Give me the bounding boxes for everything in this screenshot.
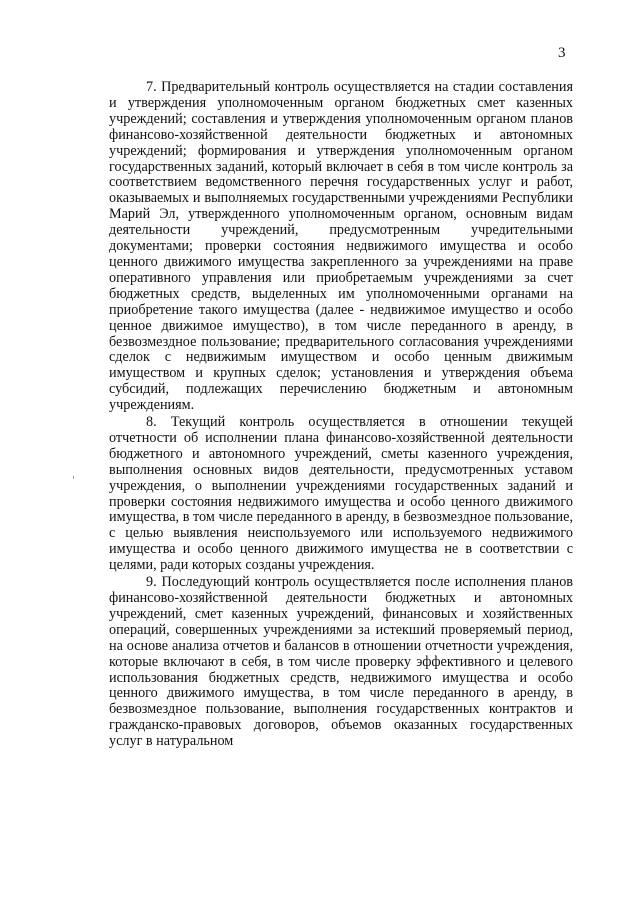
paragraph-9-subsequent-control: 9. Последующий контроль осуществляется после исполнения планов финансово-хозяйственной деятельности бюджетных и автономных учреждений, смет казенных учреждений, финансовых и хозяйственных операций, совершенных учреждениями за истекший проверяемый период, на основе анализа отчетов и балансов в отношении отчетности учреждения, которые включают в себя, в том числе проверку эффективного и целевого использования бюджетных средств, недвижимого имущества и особо ценного движимого имущества, в том числе переданного в аренду, в безвозмездное пользование, выполнения государственных контрактов и гражданско-правовых договоров, объемов оказанных государственных услуг в натуральном [109,574,573,750]
scan-mark [73,476,74,479]
document-body [109,80,573,750]
paragraph-8-current-control: 8. Текущий контроль осуществляется в отношении текущей отчетности об исполнении плана финансово-хозяйственной деятельности бюджетного и автономного учреждений, сметы казенного учреждения, выполнения основных видов деятельности, предусмотренных уставом учреждения, о выполнении учреждениями государственных заданий и проверки состояния недвижимого имущества и особо ценного движимого имущества, в том числе переданного в аренду, в безвозмездное пользование, с целью выявления неиспользуемого или используемого недвижимого имущества и особо ценного движимого имущества не в соответствии с целями, ради которых созданы учреждения. [109,414,573,574]
page-number: 3 [558,45,566,61]
paragraph-7-preliminary-control: 7. Предварительный контроль осуществляется на стадии составления и утверждения уполномоченным органом бюджетных смет казенных учреждений; составления и утверждения уполномоченным органом планов финансово-хозяйственной деятельности бюджетных и автономных учреждений; формирования и утверждения уполномоченным органом государственных заданий, который включает в себя в том числе контроль за соответствием ведомственного перечня государственных услуг и работ, оказываемых и выполняемых государственными учреждениями Республики Марий Эл, утвержденного уполномоченным органом, основным видам деятельности учреждений, предусмотренным учредительными документами; проверки состояния недвижимого имущества и особо ценного движимого имущества закрепленного за учреждениями на праве оперативного управления или приобретаемым учреждениями за счет бюджетных средств, выделенных им уполномоченными органами на приобретение такого имущества (далее - недвижимое имущество и особо ценное движимое имущество), в том числе переданного в аренду, в безвозмездное пользование; предварительного согласования учреждениями сделок с недвижимым имуществом и особо ценным движимым имуществом и крупных сделок; установления и утверждения объема субсидий, подлежащих перечислению бюджетным и автономным учреждениям. [109,79,573,414]
